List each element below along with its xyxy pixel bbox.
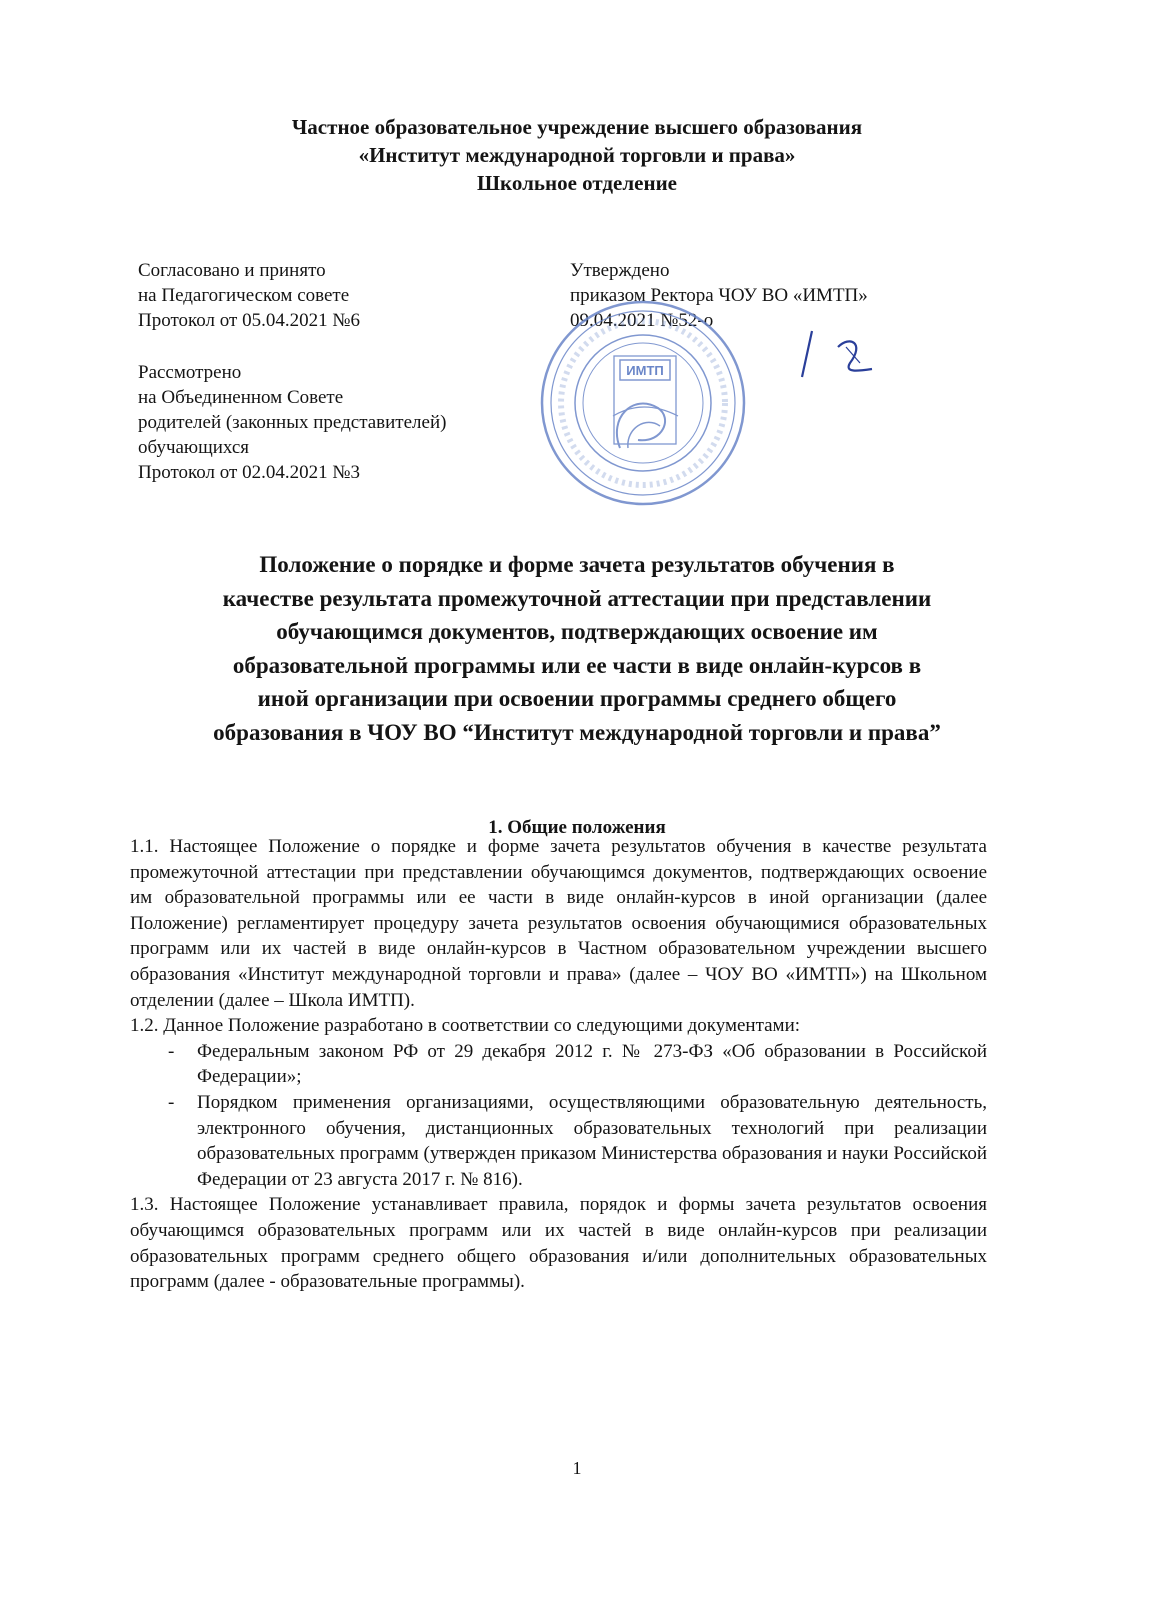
- header-line-department: Школьное отделение: [477, 171, 677, 195]
- title-line-4: образовательной программы или ее части в виде онлайн-курсов в: [232, 652, 922, 678]
- paragraph-1-1: 1.1. Настоящее Положение о порядке и форме зачета результатов обучения в качестве результата промежуточной аттестации при представлении обучающимся документов, подтверждающих освоение им образовательной программы или ее части в виде онлайн-курсов в иной организации (далее Положение) регламентирует процедуру зачета результатов освоения обучающимися образовательных программ или их частей в виде онлайн-курсов в Частном образовательном учреждении высшего образования «Институт международной торговли и права» (далее – ЧОУ ВО «ИМТП») на Школьном отделении (далее – Школа ИМТП).: [130, 836, 987, 1011]
- considered-line-3: родителей (законных представителей): [138, 412, 447, 433]
- agreed-line-1: Согласовано и принято: [138, 260, 326, 281]
- agreed-line-3: Протокол от 05.04.2021 №6: [138, 310, 360, 331]
- list-item-text: Федеральным законом РФ от 29 декабря 2012 г. № 273-ФЗ «Об образовании в Российской Федерации»;: [197, 1040, 987, 1088]
- approved-line-1: Утверждено: [570, 260, 670, 281]
- list-item: [168, 1090, 987, 1192]
- seal-center-text: ИМТП: [626, 363, 664, 378]
- considered-line-1: Рассмотрено: [138, 362, 242, 383]
- list-item-text: Порядком применения организациями, осуществляющими образовательную деятельность, электронного обучения, дистанционных образовательных технологий при реализации образовательных программ (утвержден приказом Министерства образования и науки Российской Федерации от 23 августа 2017 г. № 816).: [197, 1091, 987, 1190]
- considered-line-2: на Объединенном Совете: [138, 387, 344, 408]
- title-line-3: обучающимся документов, подтверждающих освоение им: [276, 619, 878, 645]
- approved-line-2: приказом Ректора ЧОУ ВО «ИМТП»: [570, 285, 868, 306]
- title-line-5: иной организации при освоении программы среднего общего: [257, 686, 897, 712]
- considered-block: [138, 360, 446, 485]
- document-title: [110, 548, 1044, 750]
- agreed-block: [138, 258, 360, 333]
- considered-line-5: Протокол от 02.04.2021 №3: [138, 462, 360, 483]
- agreed-line-2: на Педагогическом совете: [138, 285, 350, 306]
- paragraph-1-2: 1.2. Данное Положение разработано в соответствии со следующими документами:: [130, 1015, 801, 1037]
- official-seal: [538, 298, 748, 508]
- title-line-6: образования в ЧОУ ВО “Институт международной торговли и права”: [213, 719, 941, 745]
- title-line-1: Положение о порядке и форме зачета результатов обучения в: [259, 552, 895, 577]
- section-body: [130, 834, 987, 1295]
- header-line-institution-type: Частное образовательное учреждение высшего образования: [291, 115, 863, 139]
- section-heading: 1. Общие положения: [488, 817, 666, 838]
- bullet-dash: -: [168, 1040, 175, 1062]
- header-line-institution-name: «Институт международной торговли и права»: [358, 143, 796, 167]
- bullet-dash: -: [168, 1091, 175, 1113]
- approved-line-3: 09.04.2021 №52-о: [570, 310, 714, 331]
- document-list: [130, 1039, 987, 1193]
- considered-line-4: обучающихся: [138, 437, 250, 458]
- paragraph-1-3: 1.3. Настоящее Положение устанавливает правила, порядок и формы зачета результатов освоения обучающимся образовательных программ или их частей в виде онлайн-курсов при реализации образовательных программ среднего общего образования и/или дополнительных образовательных программ (далее - образовательные программы).: [130, 1194, 987, 1293]
- list-item: [168, 1039, 987, 1090]
- rector-signature: [790, 325, 890, 385]
- organization-header: [0, 113, 1154, 197]
- title-line-2: качестве результата промежуточной аттестации при представлении: [222, 585, 932, 611]
- page-number: 1: [572, 1458, 582, 1478]
